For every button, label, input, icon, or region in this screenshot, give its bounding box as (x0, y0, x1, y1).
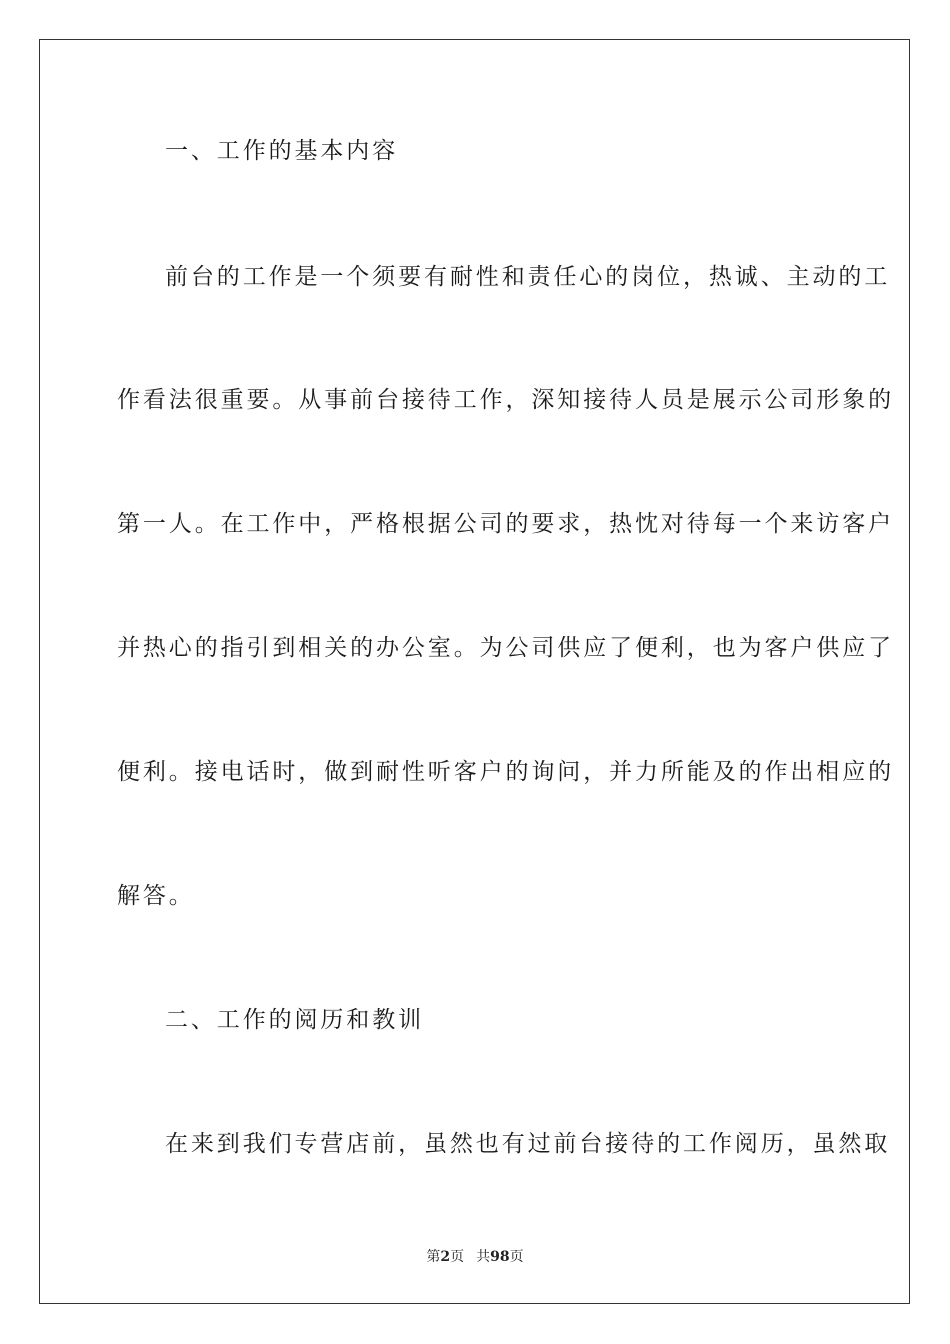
paragraph-line: 前台的工作是一个须要有耐性和责任心的岗位，热诚、主动的工 (165, 264, 891, 290)
total-pages-suffix: 页 (509, 1249, 524, 1265)
page-number-prefix: 第 (426, 1249, 441, 1265)
section-heading-1: 一、工作的基本内容 (165, 138, 399, 164)
page-footer (0, 1247, 950, 1267)
page-border (39, 39, 910, 1304)
paragraph-line: 解答。 (117, 883, 195, 909)
paragraph-line: 在来到我们专营店前，虽然也有过前台接待的工作阅历，虽然取 (165, 1131, 891, 1157)
paragraph-line: 第一人。在工作中，严格根据公司的要求，热忱对待每一个来访客户 (117, 511, 894, 537)
paragraph-line: 便利。接电话时，做到耐性听客户的询问，并力所能及的作出相应的 (117, 759, 894, 785)
page-number: 2 (440, 1249, 451, 1265)
total-pages: 98 (490, 1249, 510, 1265)
section-heading-2: 二、工作的阅历和教训 (165, 1007, 424, 1033)
paragraph-line: 并热心的指引到相关的办公室。为公司供应了便利，也为客户供应了 (117, 635, 894, 661)
page-number-suffix: 页 (450, 1249, 465, 1265)
paragraph-line: 作看法很重要。从事前台接待工作，深知接待人员是展示公司形象的 (117, 387, 894, 413)
total-pages-prefix: 共 (476, 1249, 491, 1265)
